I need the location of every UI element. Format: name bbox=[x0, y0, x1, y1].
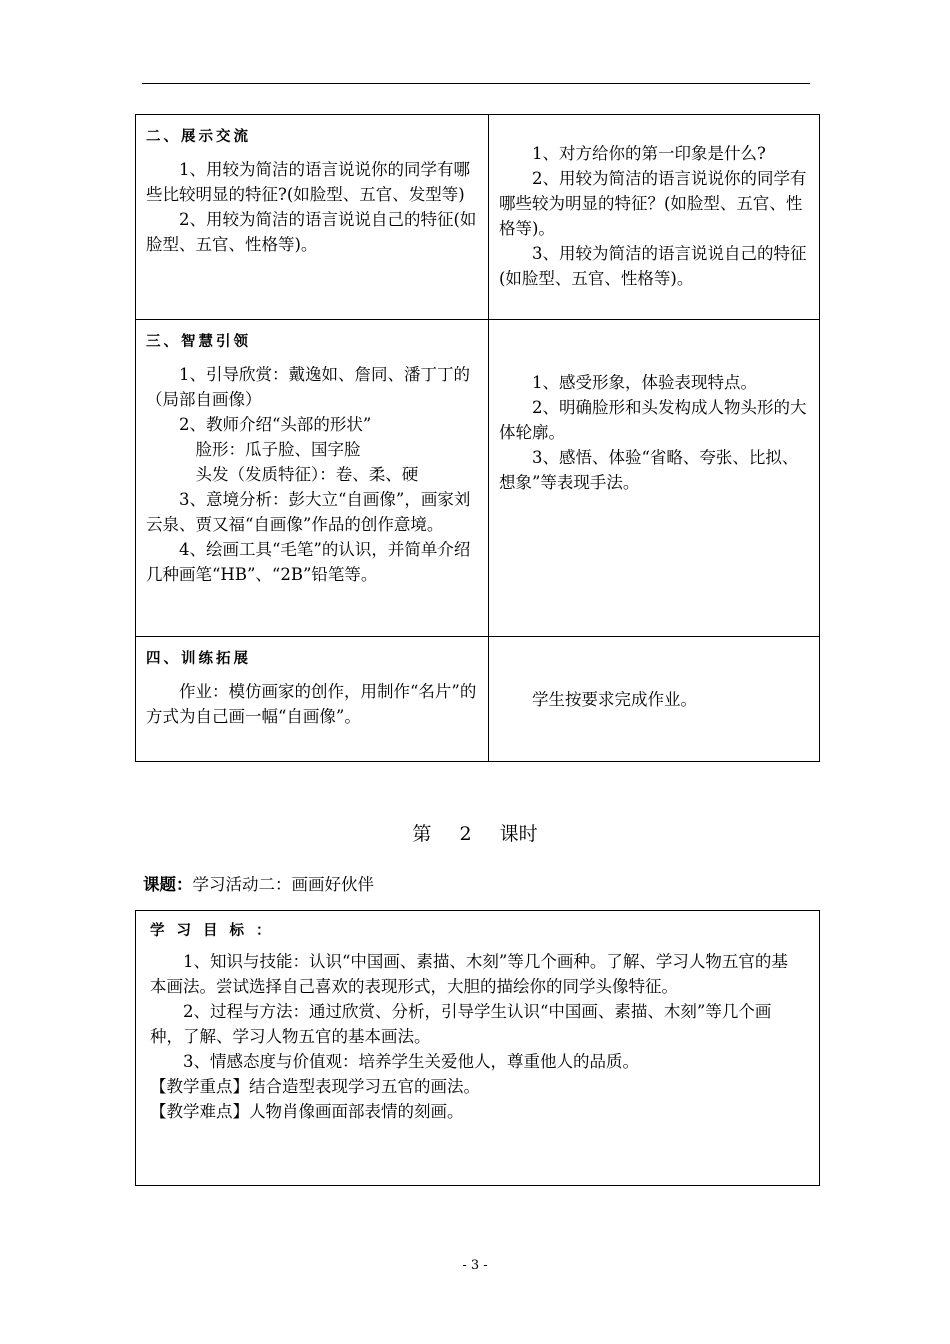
section-heading: 三、智慧引领 bbox=[146, 334, 251, 350]
table-row bbox=[136, 637, 820, 762]
paragraph: 3、用较为简洁的语言说说自己的特征(如脸型、五官、性格等)。 bbox=[499, 244, 807, 288]
right-cell bbox=[489, 320, 820, 637]
section-heading: 二、展示交流 bbox=[146, 129, 251, 145]
section-heading: 四、训练拓展 bbox=[146, 651, 251, 667]
course-topic bbox=[143, 871, 374, 895]
left-cell bbox=[136, 637, 489, 762]
right-cell bbox=[489, 115, 820, 320]
lesson-title: 第 2 课时 bbox=[412, 823, 538, 845]
paragraph: 头发（发质特征）：卷、柔、硬 bbox=[195, 465, 419, 484]
key-point: 【教学重点】结合造型表现学习五官的画法。 bbox=[150, 1077, 480, 1096]
header-rule bbox=[142, 83, 810, 84]
paragraph: 1、感受形象，体验表现特点。 bbox=[532, 373, 757, 392]
paragraph: 脸形：瓜子脸、国字脸 bbox=[195, 440, 361, 459]
paragraph: 2、用较为简洁的语言说说自己的特征(如脸型、五官、性格等)。 bbox=[146, 210, 477, 254]
paragraph: 2、明确脸形和头发构成人物头形的大体轮廓。 bbox=[499, 398, 807, 442]
difficulty: 【教学难点】人物肖像画面部表情的刻画。 bbox=[150, 1102, 464, 1121]
paragraph: 4、绘画工具“毛笔”的认识，并简单介绍几种画笔“HB”、“2B”铅笔等。 bbox=[146, 540, 471, 584]
paragraph: 作业：模仿画家的创作，用制作“名片”的方式为自己画一幅“自画像”。 bbox=[146, 682, 477, 726]
goal-item: 1、知识与技能：认识“中国画、素描、木刻”等几个画种。了解、学习人物五官的基本画法。尝试选择自己喜欢的表现形式，大胆的描绘你的同学头像特征。 bbox=[150, 952, 788, 996]
goal-item: 2、过程与方法：通过欣赏、分析，引导学生认识“中国画、素描、木刻”等几个画种，了解、学习人物五官的基本画法。 bbox=[150, 1002, 772, 1046]
left-cell bbox=[136, 320, 489, 637]
paragraph: 2、教师介绍“头部的形状” bbox=[179, 415, 372, 434]
page-number: - 3 - bbox=[462, 1258, 488, 1273]
goal-item: 3、情感态度与价值观：培养学生关爱他人，尊重他人的品质。 bbox=[183, 1052, 639, 1071]
paragraph: 1、引导欣赏：戴逸如、詹同、潘丁丁的（局部自画像） bbox=[146, 365, 470, 409]
table-row bbox=[136, 320, 820, 637]
paragraph: 学生按要求完成作业。 bbox=[532, 690, 697, 709]
course-topic-value: 学习活动二：画画好伙伴 bbox=[192, 875, 374, 894]
paragraph: 2、用较为简洁的语言说说你的同学有哪些较为明显的特征？(如脸型、五官、性格等)。 bbox=[499, 169, 807, 238]
paragraph: 1、用较为简洁的语言说说你的同学有哪些比较明显的特征?(如脸型、五官、发型等) bbox=[146, 160, 470, 204]
left-cell bbox=[136, 115, 489, 320]
course-topic-label: 课题： bbox=[143, 875, 193, 894]
paragraph: 3、意境分析：彭大立“自画像”，画家刘云泉、贾又福“自画像”作品的创作意境。 bbox=[146, 490, 471, 534]
goals-heading: 学习目标： bbox=[150, 923, 283, 939]
paragraph: 3、感悟、体验“省略、夸张、比拟、想象”等表现手法。 bbox=[499, 448, 799, 492]
lesson-table bbox=[135, 114, 820, 762]
table-row bbox=[136, 115, 820, 320]
learning-goals-box bbox=[135, 910, 820, 1186]
paragraph: 1、对方给你的第一印象是什么? bbox=[532, 144, 766, 163]
right-cell bbox=[489, 637, 820, 762]
